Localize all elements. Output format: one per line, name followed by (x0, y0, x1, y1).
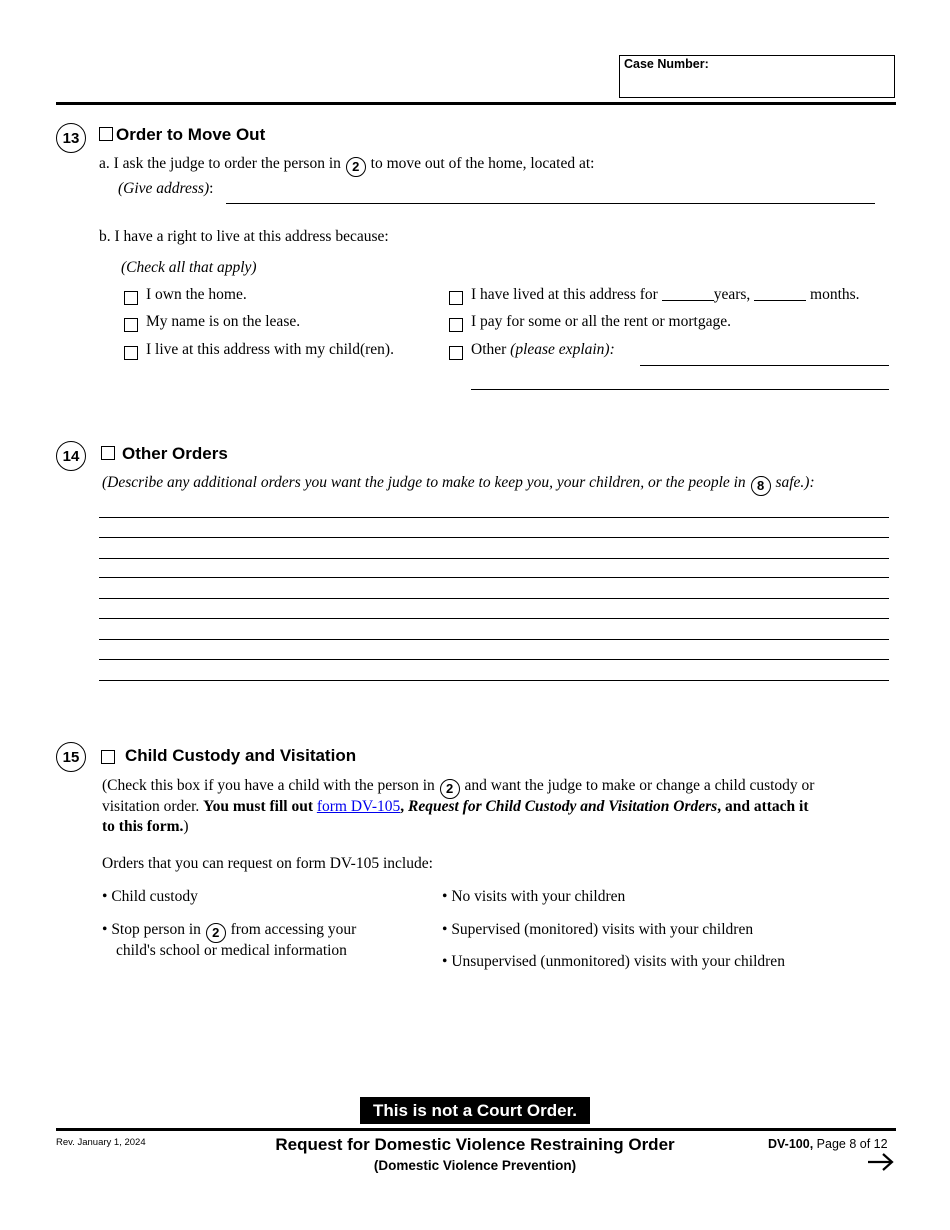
orders-line[interactable] (99, 558, 889, 559)
orders-line[interactable] (99, 598, 889, 599)
ref-item-2: 2 (206, 923, 226, 943)
bullet-item (442, 921, 753, 939)
live-with-child-label: I live at this address with my child(ren). (146, 341, 394, 358)
years-label: years, (713, 286, 751, 303)
orders-line[interactable] (99, 577, 889, 578)
give-address-colon: : (209, 180, 214, 197)
lease-label: My name is on the lease. (146, 313, 301, 330)
orders-line[interactable] (99, 517, 889, 518)
bullet-item (442, 888, 625, 906)
bullet-stop-continuation: child's school or medical information (116, 942, 347, 959)
other-explain-line-1[interactable] (640, 365, 889, 366)
months-label: months. (810, 286, 860, 303)
s14-desc-pre: (Describe any additional orders you want the judge to make to keep you, your children, or the people in (102, 474, 746, 491)
bullet-unsupervised: Unsupervised (unmonitored) visits with your children (451, 953, 785, 970)
not-court-order-banner: This is not a Court Order. (360, 1097, 590, 1124)
s15-p1-a: (Check this box if you have a child with the person in (102, 777, 435, 794)
bullet-item (102, 888, 198, 906)
s15-p1-b: and want the judge to make or change a child custody or (464, 777, 815, 794)
lived-duration-label (471, 286, 860, 304)
pay-rent-checkbox[interactable] (449, 318, 463, 332)
s15-p3-a: to this form. (102, 818, 184, 835)
other-explain-label: (please explain): (510, 341, 615, 358)
section-14-checkbox[interactable] (101, 446, 115, 460)
s13-a-text (99, 155, 594, 177)
orders-intro: Orders that you can request on form DV-105 include: (102, 855, 433, 872)
bullet-supervised: Supervised (monitored) visits with your children (451, 921, 754, 938)
s15-p3-b: ) (183, 818, 189, 835)
bullet-item (102, 921, 356, 943)
orders-line[interactable] (99, 680, 889, 681)
case-number-box[interactable] (619, 55, 895, 98)
live-with-child-checkbox[interactable] (124, 346, 138, 360)
page-number: Page 8 of 12 (816, 1137, 888, 1151)
section-14-number: 14 (56, 441, 86, 471)
bullet-stop-b: from accessing your (230, 921, 357, 938)
s15-para-line-2 (102, 798, 809, 816)
section-15-checkbox[interactable] (101, 750, 115, 764)
form-id-page (768, 1137, 888, 1151)
s14-description (102, 474, 815, 496)
own-home-checkbox[interactable] (124, 291, 138, 305)
bullet-icon: • (442, 888, 448, 905)
bullet-stop-a: Stop person in (111, 921, 201, 938)
s13-a-post: to move out of the home, located at: (370, 155, 595, 172)
form-title: Request for Domestic Violence Restraining Order (275, 1135, 675, 1154)
section-13-checkbox[interactable] (99, 127, 113, 141)
revision-date: Rev. January 1, 2024 (56, 1137, 146, 1148)
other-explain-line-2[interactable] (471, 389, 889, 390)
section-15-title: Child Custody and Visitation (125, 746, 357, 765)
s15-p2-a: visitation order. (102, 798, 200, 815)
s15-p2-c: , and attach it (717, 798, 809, 815)
s13-b-text: b. I have a right to live at this address because: (99, 228, 389, 245)
s15-para-line-1 (102, 777, 814, 799)
bullet-icon: • (102, 921, 108, 938)
orders-line[interactable] (99, 618, 889, 619)
form-subtitle: (Domestic Violence Prevention) (373, 1158, 577, 1173)
section-14-title: Other Orders (122, 444, 228, 463)
own-home-label: I own the home. (146, 286, 247, 303)
bullet-custody: Child custody (111, 888, 198, 905)
case-number-label: Case Number: (624, 57, 709, 71)
orders-line[interactable] (99, 639, 889, 640)
bullet-item (442, 953, 785, 971)
footer-rule (56, 1128, 896, 1131)
bullet-icon: • (102, 888, 108, 905)
s14-desc-post: safe.): (775, 474, 815, 491)
give-address-label (118, 180, 213, 198)
form-dv105-link[interactable]: form DV-105 (316, 798, 401, 815)
ref-item-2: 2 (346, 157, 366, 177)
pay-rent-label: I pay for some or all the rent or mortgage. (471, 313, 731, 330)
s15-p2-b: You must fill out (203, 798, 313, 815)
orders-line[interactable] (99, 659, 889, 660)
section-13-number: 13 (56, 123, 86, 153)
bullet-icon: • (442, 921, 448, 938)
s15-p2-comma: , (400, 798, 405, 815)
bullet-no-visits: No visits with your children (451, 888, 626, 905)
ref-item-8: 8 (751, 476, 771, 496)
s15-para-line-3 (102, 818, 189, 836)
orders-line[interactable] (99, 537, 889, 538)
years-input[interactable] (662, 287, 714, 301)
lived-duration-checkbox[interactable] (449, 291, 463, 305)
section-15-number: 15 (56, 742, 86, 772)
other-reason-label (471, 341, 615, 359)
lived-duration-pre: I have lived at this address for (471, 286, 658, 303)
address-input-line[interactable] (226, 203, 875, 204)
other-label: Other (471, 341, 507, 358)
months-input[interactable] (754, 287, 806, 301)
form-id: DV-100, (768, 1137, 814, 1151)
next-page-arrow-icon[interactable] (867, 1152, 895, 1172)
ref-item-2: 2 (440, 779, 460, 799)
section-13-title: Order to Move Out (116, 125, 266, 144)
header-rule (56, 102, 896, 105)
s15-p2-title: Request for Child Custody and Visitation Orders (408, 798, 718, 815)
check-all-note: (Check all that apply) (121, 259, 257, 276)
give-address-text: (Give address) (118, 180, 210, 197)
other-reason-checkbox[interactable] (449, 346, 463, 360)
bullet-icon: • (442, 953, 448, 970)
s13-a-pre: a. I ask the judge to order the person in (99, 155, 341, 172)
lease-checkbox[interactable] (124, 318, 138, 332)
